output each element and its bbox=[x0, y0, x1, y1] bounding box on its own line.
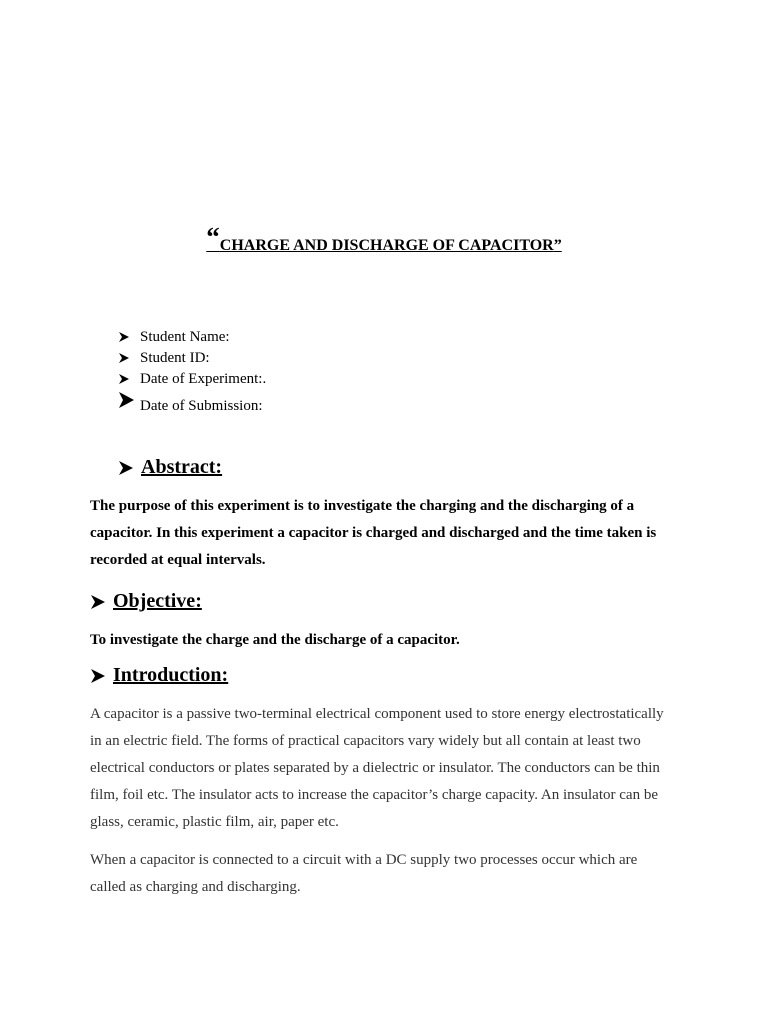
arrowhead-bullet-icon bbox=[90, 594, 113, 610]
introduction-heading: Introduction: bbox=[90, 664, 228, 687]
arrowhead-bullet-icon bbox=[118, 391, 140, 409]
objective-body: To investigate the charge and the discharge of a capacitor. bbox=[90, 632, 460, 648]
title-text: CHARGE AND DISCHARGE OF CAPACITOR bbox=[219, 237, 554, 254]
abstract-body: The purpose of this experiment is to investigate the charging and the discharging of a capacitor. In this experiment a capacitor is charged and discharged and the time taken is recorded at equal intervals. bbox=[90, 498, 657, 568]
title-close-quote: ” bbox=[553, 237, 562, 254]
list-item bbox=[118, 391, 266, 421]
abstract-heading: Abstract: bbox=[118, 456, 222, 479]
arrowhead-bullet-icon bbox=[118, 331, 140, 343]
student-id-label: Student ID: bbox=[140, 349, 210, 366]
arrowhead-bullet-icon bbox=[118, 352, 140, 364]
introduction-paragraph-2: When a capacitor is connected to a circuit with a DC supply two processes occur which are called as charging and discharging. bbox=[90, 852, 638, 895]
arrowhead-bullet-icon bbox=[118, 373, 140, 385]
title-open-quote: “ bbox=[206, 222, 220, 252]
introduction-paragraph-1: A capacitor is a passive two-terminal electrical component used to store energy electrostatically in an electric field. The forms of practical capacitors vary widely but all contain at least two electrical conductors or plates separated by a dielectric or insulator. The conductors can be thin film, foil etc. The insulator acts to increase the capacitor’s charge capacity. An insulator can be glass, ceramic, plastic film, air, paper etc. bbox=[90, 706, 664, 830]
document-title bbox=[0, 222, 768, 255]
list-item bbox=[118, 368, 266, 389]
list-item bbox=[118, 347, 266, 368]
arrowhead-bullet-icon bbox=[90, 668, 113, 684]
objective-heading: Objective: bbox=[90, 590, 202, 613]
submission-date-label: Date of Submission: bbox=[140, 398, 263, 414]
experiment-date-label: Date of Experiment:. bbox=[140, 370, 267, 387]
arrowhead-bullet-icon bbox=[118, 460, 141, 476]
student-name-label: Student Name: bbox=[140, 328, 230, 345]
student-info-list bbox=[118, 326, 266, 421]
list-item bbox=[118, 326, 266, 347]
